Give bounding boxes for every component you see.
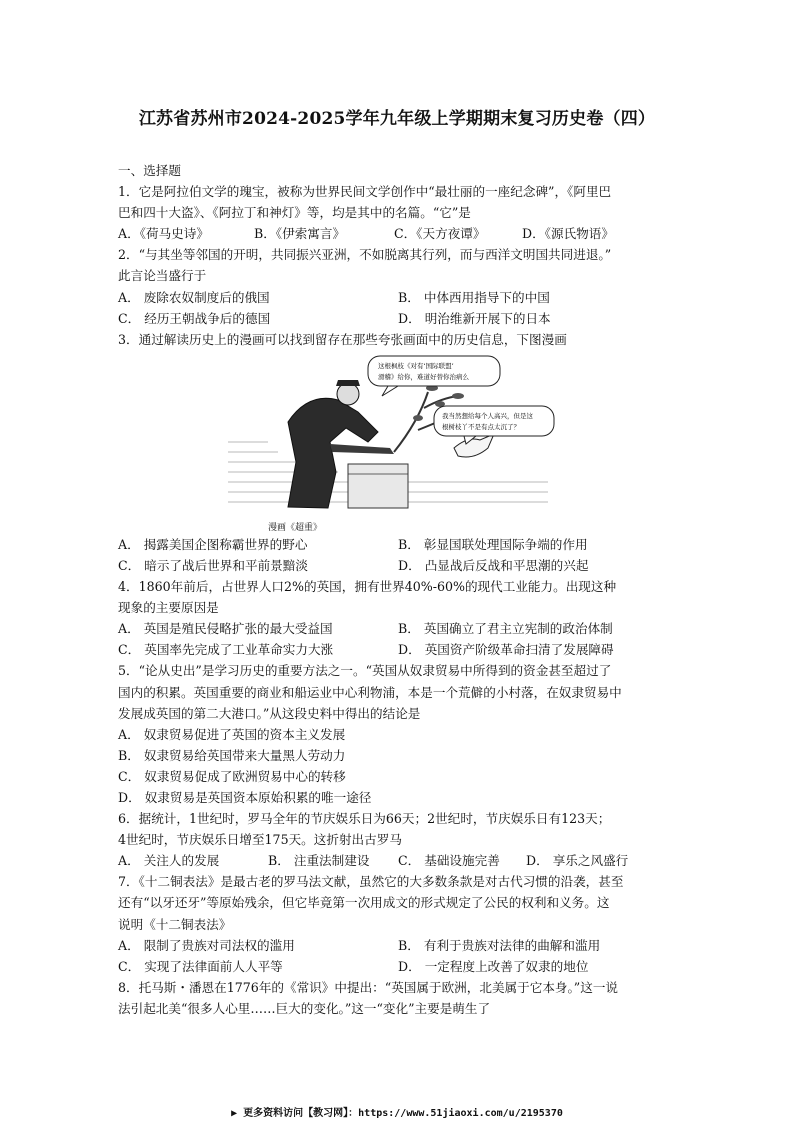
question-8 <box>118 977 678 1019</box>
question-text: 此言论当盛行于 <box>118 268 207 284</box>
option-c: C． 基础设施完善 <box>398 853 500 869</box>
option-a: A． 英国是殖民侵略扩张的最大受益国 <box>118 621 333 637</box>
question-6 <box>118 808 678 871</box>
options-row <box>118 555 678 576</box>
options-row <box>118 223 678 244</box>
option-c: C． 英国率先完成了工业革命实力大涨 <box>118 642 334 658</box>
option-d: D． 奴隶贸易是英国资本原始积累的唯一途径 <box>118 789 372 805</box>
question-4 <box>118 576 678 660</box>
option-b: B． 英国确立了君主立宪制的政治体制 <box>398 621 613 637</box>
option-c: C． 奴隶贸易促成了欧洲贸易中心的转移 <box>118 768 346 784</box>
option-a: A． 废除农奴制度后的俄国 <box>118 289 270 305</box>
question-text: 国内的积累。英国重要的商业和船运业中心利物浦，本是一个荒僻的小村落，在奴隶贸易中 <box>118 684 622 700</box>
options-row <box>118 639 678 660</box>
option-a: A． 揭露美国企图称霸世界的野心 <box>118 536 308 552</box>
option-a: A． 限制了贵族对司法权的滥用 <box>118 937 295 953</box>
question-1 <box>118 181 678 244</box>
question-text: 6．据统计，1世纪时，罗马全年的节庆娱乐日为66天；2世纪时，节庆娱乐日有123天； <box>118 811 611 827</box>
bubble-2-line-1: 我当然想给每个人高兴，但是这 <box>442 411 533 420</box>
option-a: A．《荷马史诗》 <box>118 226 209 242</box>
option-a: A． 关注人的发展 <box>118 853 220 869</box>
question-text: 巴和四十大盗》、《阿拉丁和神灯》等，均是其中的名篇。“它”是 <box>118 205 471 221</box>
option-b: B． 奴隶贸易给英国带来大量黑人劳动力 <box>118 747 346 763</box>
option-d: D． 英国资产阶级革命扫清了发展障碍 <box>398 642 614 658</box>
question-text: 说明《十二铜表法》 <box>118 916 232 932</box>
footer-link[interactable]: ▶ 更多资料访问【教习网】：https://www.51jiaoxi.com/u/2195370 <box>231 1108 563 1119</box>
bubble-1-line-1: 这根枫枝《对有‘国际联盟’ <box>378 361 454 370</box>
question-text: 还有“以牙还牙”等原始残余，但它毕竟第一次用成文的形式规定了公民的权利和义务。这 <box>118 895 610 911</box>
question-text: 1．它是阿拉伯文学的瑰宝，被称为世界民间文学创作中“最壮丽的一座纪念碑”，《阿里巴 <box>118 184 612 200</box>
question-text: 2．“与其坐等邻国的开明，共同振兴亚洲，不如脱离其行列，而与西洋文明国共同进退。” <box>118 247 612 263</box>
figure-caption: 漫画《超重》 <box>268 522 323 533</box>
option-c: C． 实现了法律面前人人平等 <box>118 958 283 974</box>
question-2 <box>118 244 678 328</box>
options-row <box>118 287 678 308</box>
question-text: 现象的主要原因是 <box>118 600 219 616</box>
question-7 <box>118 871 678 976</box>
option-b: B． 中体西用指导下的中国 <box>398 289 550 305</box>
question-text: 4世纪时，节庆娱乐日增至175天。这折射出古罗马 <box>118 832 402 848</box>
question-text: 3．通过解读历史上的漫画可以找到留存在那些夸张画面中的历史信息，下图漫画 <box>118 331 567 347</box>
option-d: D．《源氏物语》 <box>522 226 614 242</box>
bubble-1-line-2: 滑稽》给你，难道好替你治病么 <box>378 372 469 381</box>
question-text: 4．1860年前后，占世界人口2%的英国，拥有世界40%-60%的现代工业能力。出现这种 <box>118 579 617 595</box>
question-text: 7．《十二铜表法》是最古老的罗马法文献，虽然它的大多数条款是对古代习惯的沿袭，甚至 <box>118 874 624 890</box>
option-d: D． 凸显战后反战和平思潮的兴起 <box>398 557 589 573</box>
cartoon-figure <box>118 352 678 533</box>
section-heading: 一、选择题 <box>118 163 181 178</box>
question-text: 5．“论从史出”是学习历史的重要方法之一。“英国从奴隶贸易中所得到的资金甚至超过了 <box>118 663 612 679</box>
options-row <box>118 935 678 956</box>
question-text: 法引起北美“很多人心里……巨大的变化。”这一“变化”主要是萌生了 <box>118 1000 491 1016</box>
page-title: 江苏省苏州市2024-2025学年九年级上学期期末复习历史卷（四） <box>138 109 656 129</box>
options-row <box>118 956 678 977</box>
option-b: B． 彰显国联处理国际争端的作用 <box>398 536 588 552</box>
options-row <box>118 308 678 329</box>
option-b: B． 注重法制建设 <box>268 853 370 869</box>
option-c: C． 暗示了战后世界和平前景黯淡 <box>118 557 308 573</box>
option-a: A． 奴隶贸易促进了英国的资本主义发展 <box>118 726 346 742</box>
question-text: 8．托马斯・潘恩在1776年的《常识》中提出：“英国属于欧洲，北美属于它本身。”这一说 <box>118 979 619 995</box>
options-row <box>118 850 678 871</box>
option-d: D． 明治维新开展下的日本 <box>398 310 551 326</box>
question-3 <box>118 329 678 576</box>
option-d: D． 一定程度上改善了奴隶的地位 <box>398 958 589 974</box>
cartoon-image <box>218 352 558 518</box>
bubble-2-line-2: 根树枝丫不是有点太沉了？ <box>442 422 520 431</box>
options-row <box>118 534 678 555</box>
question-list <box>118 160 678 1019</box>
option-c: C． 经历王朝战争后的德国 <box>118 310 271 326</box>
question-text: 发展成英国的第二大港口。”从这段史料中得出的结论是 <box>118 705 421 721</box>
options-row <box>118 618 678 639</box>
question-5 <box>118 660 678 808</box>
option-b: B．《伊索寓言》 <box>254 226 346 242</box>
option-b: B． 有利于贵族对法律的曲解和滥用 <box>398 937 601 953</box>
option-d: D． 享乐之风盛行 <box>526 853 629 869</box>
option-c: C．《天方夜谭》 <box>394 226 486 242</box>
